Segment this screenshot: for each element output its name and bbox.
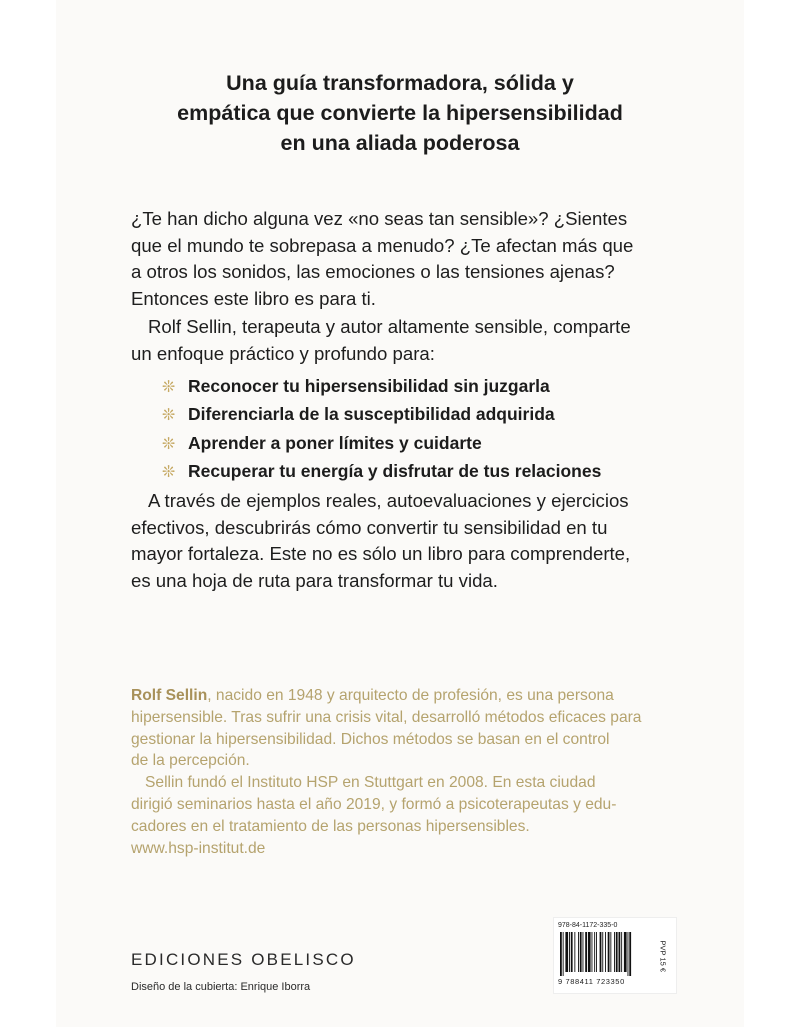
bio-line: de la percepción. xyxy=(131,752,250,770)
closing-paragraph xyxy=(131,488,691,594)
closing-line: mayor fortaleza. Este no es sólo un libro para comprenderte, xyxy=(131,543,631,564)
headline-line: Una guía transformadora, sólida y xyxy=(226,71,574,95)
list-item xyxy=(162,458,601,486)
closing-line: A través de ejemplos reales, autoevaluaciones y ejercicios xyxy=(148,490,629,511)
list-item xyxy=(162,430,601,458)
intro-line: a otros los sonidos, las emociones o las tensiones ajenas? xyxy=(131,261,615,282)
author-intro-line: Rolf Sellin, terapeuta y autor altamente sensible, comparte xyxy=(148,316,631,337)
publisher-name: EDICIONES OBELISCO xyxy=(131,950,356,969)
bio-line: cadores en el tratamiento de las personas hipersensibles. xyxy=(131,817,530,835)
bio-line: hipersensible. Tras sufrir una crisis vital, desarrolló métodos eficaces para xyxy=(131,708,642,726)
bio-line: dirigió seminarios hasta el año 2019, y formó a psicoterapeutas y edu- xyxy=(131,795,617,813)
author-bio xyxy=(131,685,691,859)
author-name: Rolf Sellin xyxy=(131,687,208,704)
ean-digits: 9 788411 723350 xyxy=(558,977,625,986)
benefit-list xyxy=(162,373,601,487)
star-bullet-icon: ❊ xyxy=(162,407,176,425)
author-website: www.hsp-institut.de xyxy=(131,839,266,857)
list-item-text: Reconocer tu hipersensibilidad sin juzgarla xyxy=(188,376,550,396)
headline-line: en una aliada poderosa xyxy=(280,131,520,155)
list-item-text: Diferenciarla de la susceptibilidad adquirida xyxy=(188,404,555,425)
headline xyxy=(56,68,744,158)
closing-line: es una hoja de ruta para transformar tu vida. xyxy=(131,569,498,591)
intro-paragraph xyxy=(131,206,691,312)
price-label: PVP 15 € xyxy=(658,940,668,973)
intro-line: Entonces este libro es para ti. xyxy=(131,287,376,309)
list-item xyxy=(162,401,601,429)
list-item xyxy=(162,373,601,401)
star-bullet-icon: ❊ xyxy=(162,464,176,482)
closing-line: efectivos, descubrirás cómo convertir tu sensibilidad en tu xyxy=(131,516,608,538)
barcode-block xyxy=(553,917,677,994)
bio-first-line-text: , nacido en 1948 y arquitecto de profesión, es una persona xyxy=(207,687,614,704)
intro-line: ¿Te han dicho alguna vez «no seas tan sensible»? ¿Sientes xyxy=(131,208,628,229)
list-item-text: Aprender a poner límites y cuidarte xyxy=(188,432,482,453)
headline-line: empática que convierte la hipersensibilidad xyxy=(177,101,623,125)
list-item-text: Recuperar tu energía y disfrutar de tus relaciones xyxy=(188,461,602,482)
author-intro-paragraph xyxy=(131,314,691,367)
bio-line: Sellin fundó el Instituto HSP en Stuttgart en 2008. En esta ciudad xyxy=(145,774,596,792)
intro-line: que el mundo te sobrepasa a menudo? ¿Te afectan más que xyxy=(131,234,634,256)
star-bullet-icon: ❊ xyxy=(162,435,176,453)
bio-line xyxy=(131,685,691,707)
author-intro-line: un enfoque práctico y profundo para: xyxy=(131,342,435,364)
barcode-icon xyxy=(560,932,652,976)
isbn-number: 978-84-1172-335-0 xyxy=(558,922,618,929)
star-bullet-icon: ❊ xyxy=(162,379,176,396)
cover-design-credit: Diseño de la cubierta: Enrique Iborra xyxy=(131,981,311,993)
bio-line: gestionar la hipersensibilidad. Dichos métodos se basan en el control xyxy=(131,730,610,748)
